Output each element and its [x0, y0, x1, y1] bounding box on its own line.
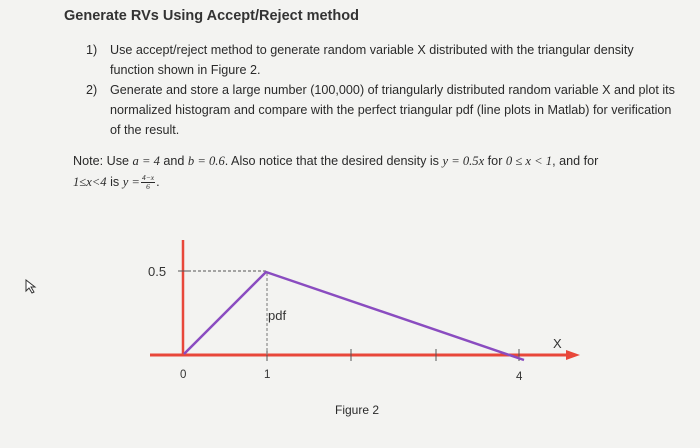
x-tick-label-0: 0 — [180, 369, 187, 381]
pdf-curve — [184, 272, 524, 360]
math-range1: 0 ≤ x < 1 — [505, 154, 553, 168]
fraction-numerator: 4−x — [141, 173, 155, 183]
note-text: is — [106, 175, 123, 189]
axis-label-x: X — [553, 336, 562, 351]
curve-label: pdf — [268, 308, 287, 323]
note-text: , and for — [552, 154, 599, 168]
math-b: b = 0.6 — [187, 154, 225, 168]
figure-caption: Figure 2 — [335, 403, 380, 417]
fraction-denominator: 6 — [146, 182, 150, 192]
x-tick-label-4: 4 — [516, 371, 523, 383]
x-tick-label-1: 1 — [264, 369, 271, 381]
item-number: 1) — [86, 43, 98, 57]
math-eq2: y = — [122, 175, 140, 189]
math-range2: 1≤x<4 — [73, 175, 107, 189]
mouse-cursor-icon — [25, 279, 39, 295]
note-text: . — [156, 175, 160, 189]
note-text: Note: Use — [73, 154, 133, 168]
math-eq1: y = 0.5x — [442, 154, 485, 168]
item-number: 2) — [86, 83, 98, 97]
item-text: Generate and store a large number (100,000) of triangularly distributed random variable X and plot its normalized histogram and compare with the perfect triangular pdf (line plots in Matlab) for verification of the result. — [110, 83, 675, 137]
x-axis-arrowhead — [566, 350, 580, 360]
math-a: a = 4 — [132, 154, 160, 168]
page-title: Generate RVs Using Accept/Reject method — [64, 8, 359, 24]
note-text: and — [159, 154, 188, 168]
note-text: for — [484, 154, 506, 168]
note-text: . Also notice that the desired density is — [224, 154, 443, 168]
y-tick-label: 0.5 — [148, 264, 167, 279]
item-text: Use accept/reject method to generate random variable X distributed with the triangular density function shown in Figure 2. — [110, 43, 634, 77]
